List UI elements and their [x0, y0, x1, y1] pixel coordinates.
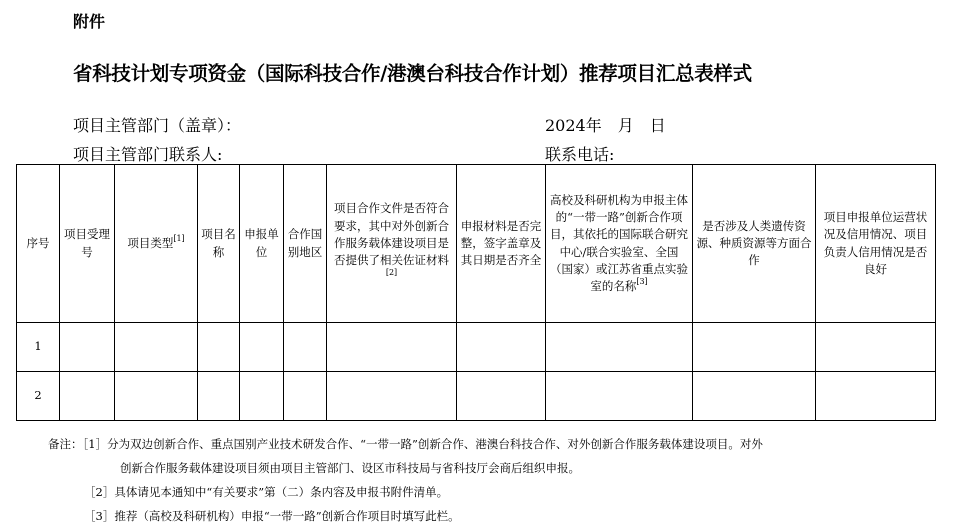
col-header-belt-road-lab: 高校及科研机构为申报主体的“一带一路”创新合作项目，其依托的国际联合研究中心/联合实验室、全国（国家）或江苏省重点实验室的名称[3]	[546, 165, 693, 323]
footnote-ref-3: [3]	[636, 277, 648, 286]
summary-table	[16, 164, 936, 421]
note-1-line-2: 创新合作服务载体建设项目须由项目主管部门、设区市科技局与省科技厅会商后组织申报。	[120, 461, 580, 475]
col-header-credit-status: 项目申报单位运营状况及信用情况、项目负责人信用情况是否良好	[816, 165, 936, 323]
col-header-cooperation-docs: 项目合作文件是否符合要求，其中对外创新合作服务载体建设项目是否提供了相关佐证材料[2]	[327, 165, 457, 323]
table-header-row	[17, 165, 936, 323]
col-header-acceptance-no: 项目受理号	[60, 165, 115, 323]
row-seq: 1	[17, 323, 60, 372]
note-1-line-1: 备注：［1］分为双边创新合作、重点国别产业技术研发合作、“一带一路”创新合作、港澳台科技合作、对外创新合作服务载体建设项目。对外	[48, 437, 763, 451]
notes-prefix: 备注：	[48, 437, 83, 451]
phone-label: 联系电话:	[545, 145, 615, 164]
attachment-label: 附件	[73, 12, 106, 31]
date-label: 2024年 月 日	[545, 116, 666, 135]
table-row	[17, 372, 936, 421]
footnote-ref-2: [2]	[385, 268, 398, 278]
table-row	[17, 323, 936, 372]
col-header-project-name: 项目名称	[198, 165, 240, 323]
row-seq: 2	[17, 372, 60, 421]
col-header-seq: 序号	[17, 165, 60, 323]
dept-contact-label: 项目主管部门联系人:	[73, 145, 223, 164]
col-header-genetic-resources: 是否涉及人类遗传资源、种质资源等方面合作	[693, 165, 816, 323]
col-header-materials-complete: 申报材料是否完整，签字盖章及其日期是否齐全	[457, 165, 546, 323]
col-header-country-region: 合作国别地区	[284, 165, 327, 323]
col-header-applicant: 申报单位	[240, 165, 284, 323]
dept-seal-label: 项目主管部门（盖章）：	[73, 116, 242, 135]
note-3: ［3］推荐（高校及科研机构）申报“一带一路”创新合作项目时填写此栏。	[84, 509, 460, 523]
note-2: ［2］具体请见本通知中“有关要求”第（二）条内容及申报书附件清单。	[84, 485, 449, 499]
col-header-project-type: 项目类型[1]	[115, 165, 198, 323]
footnote-ref-1: [1]	[173, 233, 185, 243]
document-title: 省科技计划专项资金（国际科技合作/港澳台科技合作计划）推荐项目汇总表样式	[73, 62, 752, 85]
notes-section	[48, 432, 763, 528]
